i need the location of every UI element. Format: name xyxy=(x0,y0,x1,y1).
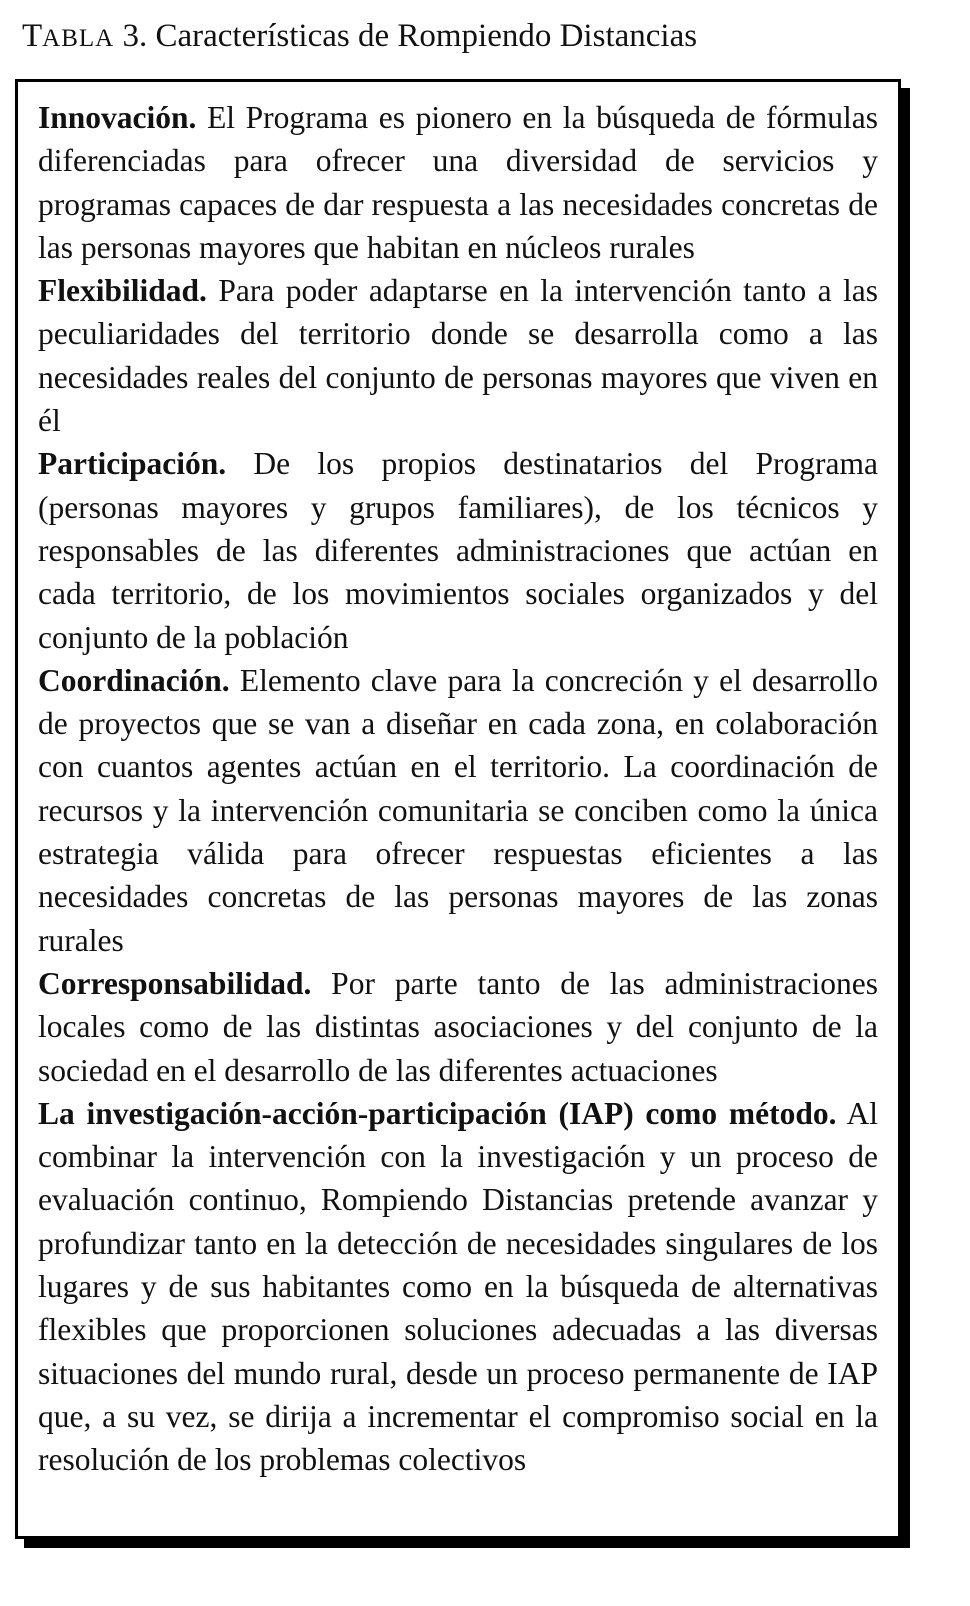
caption-prefix-rest: ABLA xyxy=(42,25,115,52)
caption-title: Características de Rompiendo Distancias xyxy=(155,18,698,54)
entry-term: Innovación. xyxy=(38,100,197,135)
entry-term: Coordinación. xyxy=(38,662,230,698)
entry-term: Participación. xyxy=(38,446,227,482)
entry-term: Flexibilidad. xyxy=(38,273,207,309)
entry-term: La investigación-acción-participación (IAP) como método. xyxy=(38,1095,837,1131)
entry-innovacion xyxy=(38,96,878,269)
entry-flexibilidad xyxy=(38,269,878,442)
entry-text: Elemento clave para la concreción y el desarrollo de proyectos que se van a diseñar en cada zona, en colaboración con cuantos agentes actúan en el territorio. La coordinación de recursos y la intervención comunitaria se conciben como la única estrategia válida para ofrecer respuestas eficientes a las necesidades concretas de las personas mayores de las zonas rurales xyxy=(38,662,879,958)
entry-term: Corresponsabilidad. xyxy=(38,965,312,1001)
entry-text: Al combinar la intervención con la investigación y un proceso de evaluación continuo, Rompiendo Distancias pretende avanzar y profundizar tanto en la detección de necesidades singulares de los lugares y de sus habitantes como en la búsqueda de alternativas flexibles que proporcionen soluciones adecuadas a las diversas situaciones del mundo rural, desde un proceso permanente de IAP que, a su vez, se dirija a incrementar el compromiso social en la resolución de los problemas colectivos xyxy=(38,1095,879,1478)
entry-text: Por parte tanto de las administraciones locales como de las distintas asociaciones y del conjunto de la sociedad en el desarrollo de las diferentes actuaciones xyxy=(38,965,878,1088)
table-caption xyxy=(22,14,697,61)
caption-number: 3. xyxy=(122,18,148,54)
characteristics-box xyxy=(15,79,901,1539)
entry-text: De los propios destinatarios del Programa (personas mayores y grupos familiares), de los técnicos y responsables de las diferentes administraciones que actúan en cada territorio, de los movimientos sociales organizados y del conjunto de la población xyxy=(38,446,878,655)
entry-corresponsabilidad xyxy=(38,962,878,1092)
caption-prefix-initial: T xyxy=(22,18,43,54)
entry-participacion xyxy=(38,442,878,658)
entry-iap-metodo xyxy=(38,1092,878,1482)
entry-text: Para poder adaptarse en la intervención tanto a las peculiaridades del territorio donde se desarrolla como a las necesidades reales del conjunto de personas mayores que viven en él xyxy=(38,273,878,439)
entry-text: El Programa es pionero en la búsqueda de fórmulas diferenciadas para ofrecer una diversidad de servicios y programas capaces de dar respuesta a las necesidades concretas de las personas mayores que habitan en núcleos rurales xyxy=(38,100,879,265)
entry-coordinacion xyxy=(38,659,878,962)
